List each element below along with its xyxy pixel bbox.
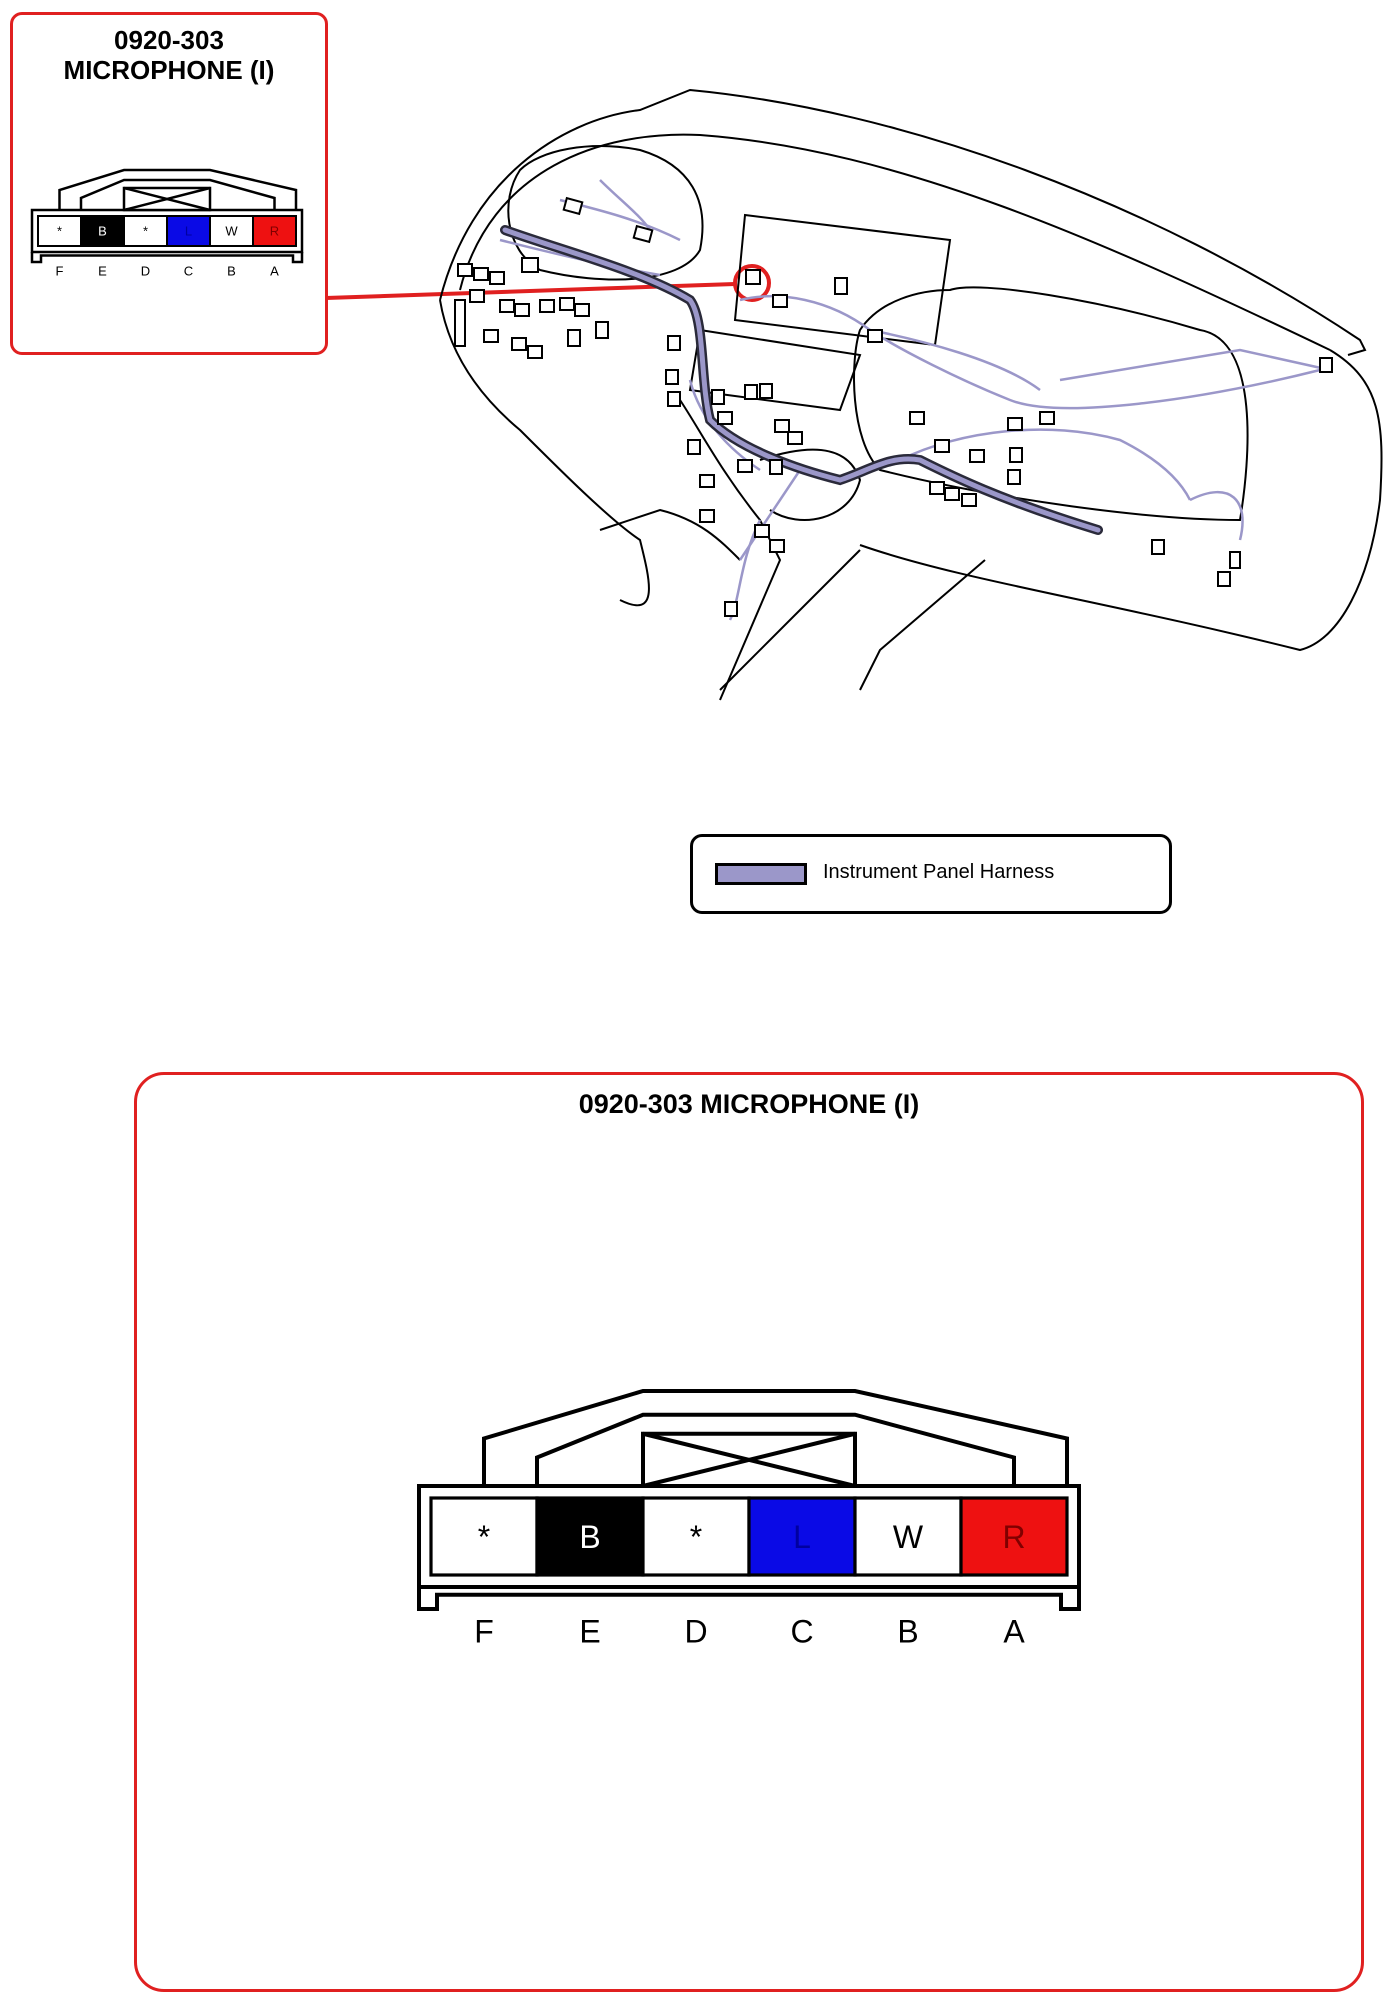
- pin-letter-a: A: [270, 263, 279, 279]
- pin-letter-d: D: [140, 263, 151, 279]
- instrument-panel-drawing: [0, 0, 1398, 720]
- pin-letter-c: C: [183, 263, 194, 279]
- pin-wire-color-d: *: [689, 1519, 703, 1556]
- pin-letter-e: E: [579, 1613, 601, 1650]
- pin-letter-c: C: [790, 1613, 814, 1650]
- pin-wire-color-c: L: [184, 223, 193, 239]
- pin-wire-color-d: *: [142, 223, 149, 239]
- big-connector-face: [134, 1072, 1364, 1992]
- harness-legend: [690, 834, 1172, 914]
- pin-wire-color-c: L: [793, 1519, 811, 1556]
- legend-swatch-instrument-panel-harness: [715, 863, 807, 885]
- pin-wire-color-f: *: [56, 223, 63, 239]
- pin-letter-b: B: [227, 263, 236, 279]
- pin-letter-d: D: [684, 1613, 708, 1650]
- dashboard-outline: [440, 90, 1382, 700]
- pin-wire-color-a: R: [1002, 1519, 1026, 1556]
- pin-letter-a: A: [1003, 1613, 1025, 1650]
- small-title-code: 0920-303: [114, 25, 224, 55]
- small-title-name: MICROPHONE (I): [63, 55, 275, 85]
- pin-wire-color-e: B: [98, 223, 107, 239]
- connector-detail-box: [134, 1072, 1364, 1992]
- pin-letter-b: B: [897, 1613, 919, 1650]
- pin-wire-color-f: *: [477, 1519, 491, 1556]
- pin-letter-f: F: [55, 263, 64, 279]
- harness-branches: [500, 180, 1330, 620]
- pin-letter-e: E: [98, 263, 107, 279]
- pin-wire-color-a: R: [269, 223, 280, 239]
- connector-detail-title: 0920-303 MICROPHONE (I): [578, 1089, 920, 1119]
- connector-lip: [419, 1587, 1079, 1609]
- pin-wire-color-b: W: [225, 223, 238, 239]
- pin-wire-color-e: B: [579, 1519, 601, 1556]
- pin-letter-f: F: [474, 1613, 494, 1650]
- legend-label: Instrument Panel Harness: [823, 861, 1055, 883]
- pin-wire-color-b: W: [892, 1519, 924, 1556]
